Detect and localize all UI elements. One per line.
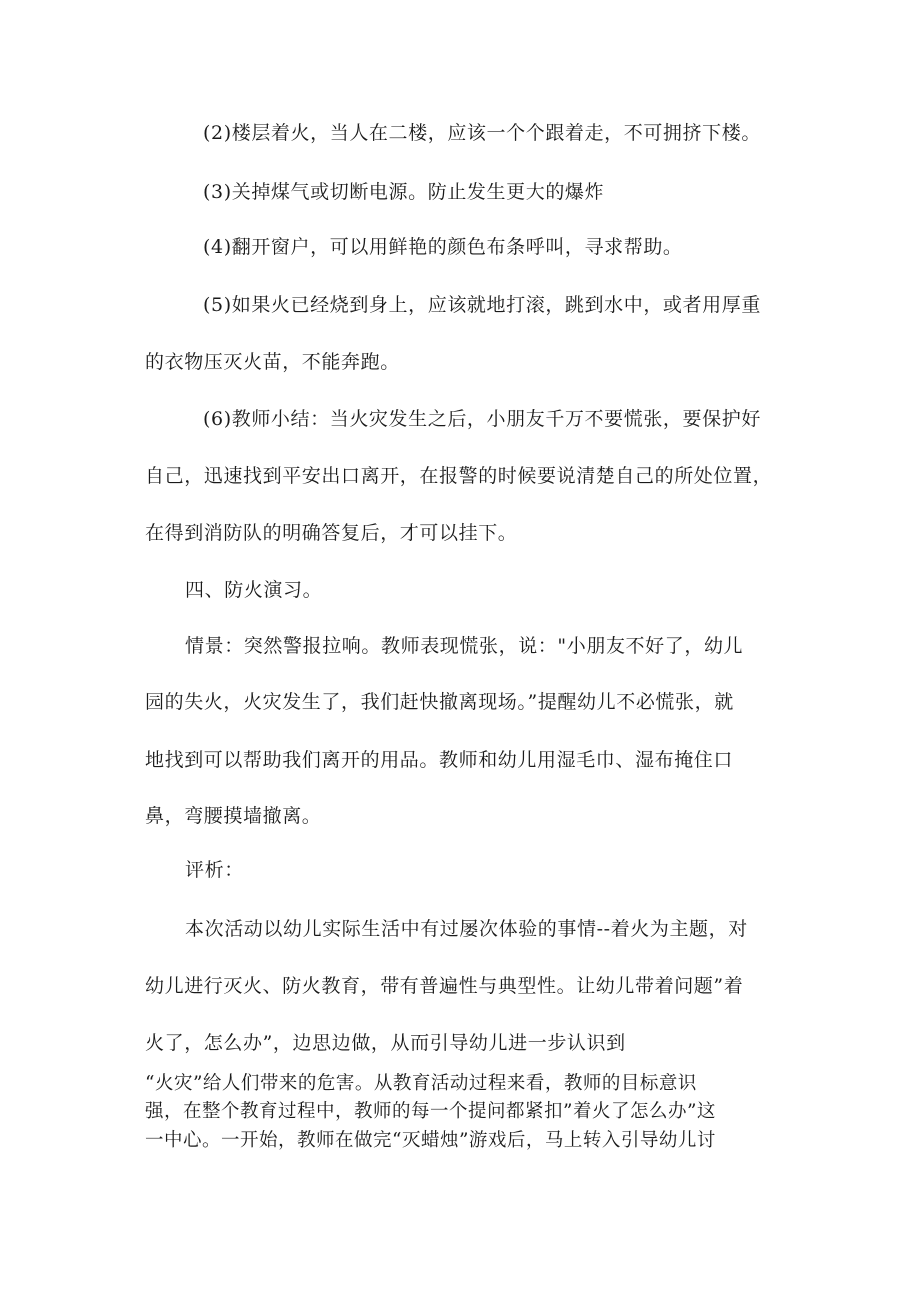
section-heading-drill: 四、防火演习。 — [185, 579, 323, 601]
text-line-item-6-cont-1: 自己，迅速找到平安出口离开，在报警的时候要说清楚自己的所处位置， — [145, 465, 773, 487]
section-heading-review: 评析： — [185, 859, 244, 881]
text-line-review-3: 火了，怎么办”，边思边做，从而引导幼儿进一步认识到 — [145, 1032, 626, 1054]
text-line-scenario-1: 情景：突然警报拉响。教师表现慌张，说："小朋友不好了，幼儿 — [185, 635, 744, 657]
text-line-scenario-4: 鼻，弯腰摸墙撤离。 — [145, 805, 322, 827]
text-line-review-1: 本次活动以幼儿实际生活中有过屡次体验的事情--着火为主题，对 — [185, 918, 748, 940]
text-line-scenario-2: 园的失火，火灾发生了，我们赶快撤离现场。”提醒幼儿不必慌张，就 — [145, 691, 734, 713]
text-line-item-4: (4)翻开窗户，可以用鲜艳的颜色布条呼叫，寻求帮助。 — [203, 236, 683, 258]
text-line-review-2: 幼儿进行灭火、防火教育，带有普遍性与典型性。让幼儿带着问题”着 — [145, 975, 744, 997]
text-line-item-5-cont: 的衣物压灭火苗，不能奔跑。 — [145, 351, 400, 373]
text-line-item-6: (6)教师小结：当火灾发生之后，小朋友千万不要慌张，要保护好 — [203, 408, 761, 430]
text-line-item-6-cont-2: 在得到消防队的明确答复后，才可以挂下。 — [145, 522, 518, 544]
text-line-scenario-3: 地找到可以帮助我们离开的用品。教师和幼儿用湿毛巾、湿布掩住口 — [145, 749, 734, 771]
text-line-review-6: 一中心。一开始，教师在做完“灭蜡烛”游戏后，马上转入引导幼儿讨 — [145, 1130, 716, 1151]
text-line-review-5: 强，在整个教育过程中，教师的每一个提问都紧扣”着火了怎么办”这 — [145, 1101, 716, 1122]
text-line-review-4: “火灾”给人们带来的危害。从教育活动过程来看，教师的目标意识 — [145, 1073, 697, 1094]
text-line-item-3: (3)关掉煤气或切断电源。防止发生更大的爆炸 — [203, 181, 605, 203]
text-line-item-5: (5)如果火已经烧到身上，应该就地打滚，跳到水中，或者用厚重 — [203, 294, 761, 316]
text-line-item-2: (2)楼层着火，当人在二楼，应该一个个跟着走，不可拥挤下楼。 — [203, 122, 761, 144]
